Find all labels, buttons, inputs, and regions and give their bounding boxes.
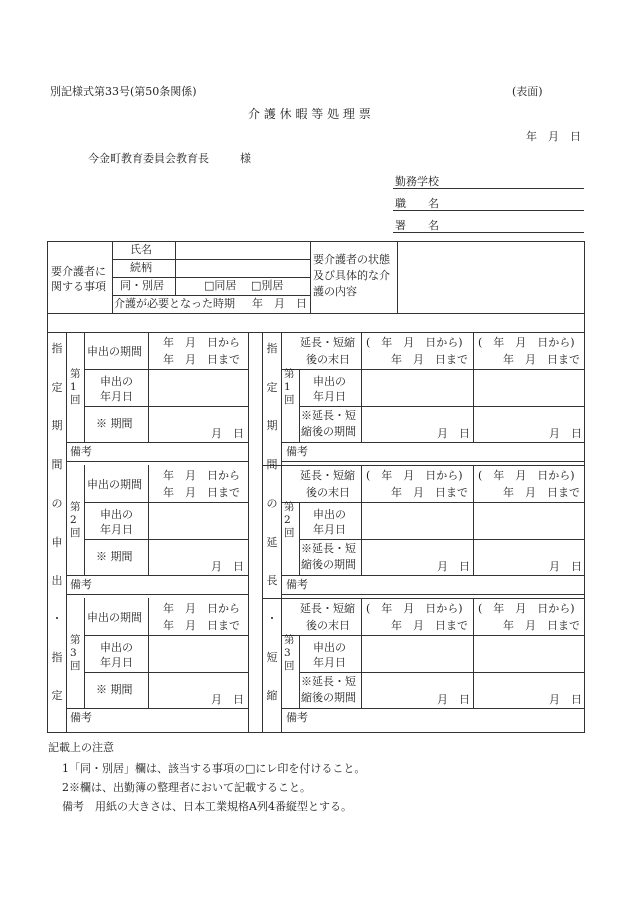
right-r2-round-char: 2	[284, 514, 291, 526]
needed-date: 年 月 日	[252, 297, 307, 310]
right-r2-date-2: 年月日	[313, 523, 346, 536]
left-r1-line-mark	[66, 442, 249, 443]
left-r1-vline-round	[84, 332, 85, 442]
left-r2-remarks: 備考	[70, 578, 92, 591]
right-vertical-label: 指 定 期 の 延 長 ・ 短 縮	[266, 342, 278, 702]
right-r3-from-a: ( 年 月 日から)	[366, 602, 463, 615]
left-r3-remarks: 備考	[70, 711, 92, 724]
left-r3-mark-period: ※ 期間	[96, 683, 133, 696]
right-r2-line-top	[262, 465, 585, 466]
right-r2-post-1: ※延長・短	[301, 542, 356, 555]
left-r1-date-2: 年月日	[100, 390, 133, 403]
side-label: (表面)	[512, 85, 543, 98]
right-r3-line-post	[281, 708, 585, 709]
right-r3-post-1: ※延長・短	[301, 675, 356, 688]
note-item-2: 2※欄は、出勤簿の整理者において記載すること。	[62, 781, 311, 794]
left-r1-line-period	[84, 369, 249, 370]
right-r3-md-a: 月 日	[437, 693, 470, 706]
right-r3-round-char: 3	[284, 647, 291, 659]
left-r1-date-1: 申出の	[100, 375, 133, 388]
left-r1-line-date	[84, 406, 249, 407]
left-r3-line-date	[84, 672, 249, 673]
post-label: 職 名	[395, 197, 439, 210]
right-r2-round-char: 第	[284, 501, 295, 513]
date-field: 年 月 日	[526, 130, 581, 143]
right-r2-round-char: 回	[284, 527, 295, 539]
right-r1-from-b: ( 年 月 日から)	[478, 336, 575, 349]
right-r2-vline-mid	[473, 465, 474, 575]
left-r3-round-char: 回	[70, 660, 81, 672]
relation-label: 続柄	[130, 261, 152, 274]
right-r1-vline-round	[299, 369, 300, 442]
honorific: 様	[240, 152, 251, 165]
left-r1-from: 年 月 日から	[163, 336, 240, 349]
left-r2-date-2: 年月日	[100, 523, 133, 536]
sign-label: 署 名	[395, 219, 439, 232]
right-r3-line-date	[299, 672, 585, 673]
left-r2-line-period	[84, 502, 249, 503]
right-r3-vline-mid	[473, 598, 474, 708]
right-r2-until-b: 年 月 日まで	[503, 486, 580, 499]
left-r1-round-char: 1	[70, 381, 77, 393]
note-item-3: 備考 用紙の大きさは、日本工業規格A列4番縦型とする。	[62, 800, 352, 813]
right-r3-round-char: 第	[284, 634, 295, 646]
right-r3-until-a: 年 月 日まで	[391, 619, 468, 632]
left-r3-vline-round	[84, 598, 85, 708]
note-item-1: 1「同・別居」欄は、該当する事項の□にレ印を付けること。	[62, 762, 366, 775]
sign-line	[393, 232, 584, 233]
form-title: 介 護 休 暇 等 処 理 票	[248, 107, 371, 121]
right-r3-line-top	[262, 598, 585, 599]
right-r1-ext-1: 延長・短縮	[300, 336, 355, 349]
right-r1-until-b: 年 月 日まで	[503, 353, 580, 366]
right-r2-until-a: 年 月 日まで	[391, 486, 468, 499]
left-r2-until: 年 月 日まで	[163, 486, 240, 499]
right-r1-post-2: 縮後の期間	[301, 425, 356, 438]
right-r2-from-a: ( 年 月 日から)	[366, 469, 463, 482]
left-r3-date-2: 年月日	[100, 656, 133, 669]
left-r3-period-label: 申出の期間	[87, 611, 142, 624]
left-r3-vline-label	[148, 598, 149, 708]
right-r2-vline-round	[299, 502, 300, 575]
left-r3-until: 年 月 日まで	[163, 619, 240, 632]
right-r1-line-date	[299, 406, 585, 407]
right-r1-line-top	[262, 332, 585, 333]
right-r1-round-char: 第	[284, 368, 295, 380]
right-r3-date-2: 年月日	[313, 656, 346, 669]
left-r3-round-char: 第	[70, 634, 81, 646]
left-r2-round-char: 第	[70, 501, 81, 513]
opt-apart[interactable]: □別居	[251, 279, 284, 292]
care-group-label-1: 要介護者に	[51, 265, 106, 278]
right-r1-until-a: 年 月 日まで	[391, 353, 468, 366]
left-r2-round-char: 回	[70, 527, 81, 539]
left-r2-vline-round	[84, 465, 85, 575]
right-r3-date-1: 申出の	[313, 641, 346, 654]
right-r1-round-char: 回	[284, 394, 295, 406]
right-r1-round-char: 1	[284, 381, 291, 393]
right-r1-line-remarks	[281, 461, 585, 462]
right-r2-line-ext	[281, 502, 585, 503]
right-r2-ext-2: 後の末日	[306, 486, 350, 499]
right-r2-ext-1: 延長・短縮	[300, 469, 355, 482]
right-r2-post-2: 縮後の期間	[301, 558, 356, 571]
right-r2-md-a: 月 日	[437, 560, 470, 573]
left-r2-line-remarks	[66, 594, 249, 595]
left-r1-mark-period: ※ 期間	[96, 417, 133, 430]
state-label-2: 及び具体的な介	[313, 269, 390, 282]
right-r2-line-remarks	[281, 594, 585, 595]
right-r3-round-char: 回	[284, 660, 295, 672]
left-r2-line-date	[84, 539, 249, 540]
left-r2-date-1: 申出の	[100, 508, 133, 521]
left-r2-round-char: 2	[70, 514, 77, 526]
right-r2-date-1: 申出の	[313, 508, 346, 521]
right-r3-from-b: ( 年 月 日から)	[478, 602, 575, 615]
living-label: 同・別居	[120, 279, 164, 292]
opt-together[interactable]: □同居	[204, 279, 237, 292]
right-r2-line-post	[281, 575, 585, 576]
post-line	[393, 210, 584, 211]
right-r3-until-b: 年 月 日まで	[503, 619, 580, 632]
left-r1-round-char: 回	[70, 394, 81, 406]
left-r3-line-mark	[66, 708, 249, 709]
right-r3-post-2: 縮後の期間	[301, 691, 356, 704]
left-r2-md: 月 日	[211, 560, 244, 573]
right-r3-vline-label	[361, 598, 362, 708]
right-r2-line-date	[299, 539, 585, 540]
left-vertical-label: 指 定 期 間 の 申 出 ・ 指 定	[51, 342, 63, 702]
left-r1-period-label: 申出の期間	[87, 345, 142, 358]
right-r2-remarks: 備考	[286, 578, 308, 591]
right-r2-md-b: 月 日	[549, 560, 582, 573]
right-r1-date-2: 年月日	[313, 390, 346, 403]
name-label: 氏名	[130, 243, 152, 256]
left-r3-date-1: 申出の	[100, 641, 133, 654]
care-group-label-2: 関する事項	[51, 280, 106, 293]
right-r1-md-b: 月 日	[549, 427, 582, 440]
form-number: 別記様式第33号(第50条関係)	[50, 85, 197, 98]
left-r3-from: 年 月 日から	[163, 602, 240, 615]
right-r1-post-1: ※延長・短	[301, 409, 356, 422]
left-r2-mark-period: ※ 期間	[96, 550, 133, 563]
right-r1-remarks: 備考	[286, 445, 308, 458]
left-r3-line-period	[84, 635, 249, 636]
right-r3-line-ext	[281, 635, 585, 636]
right-r3-ext-2: 後の末日	[306, 619, 350, 632]
left-r3-md: 月 日	[211, 693, 244, 706]
left-r2-vline-label	[148, 465, 149, 575]
left-r1-remarks: 備考	[70, 445, 92, 458]
left-r1-md: 月 日	[211, 427, 244, 440]
right-r1-vline-label	[361, 332, 362, 442]
right-r1-date-1: 申出の	[313, 375, 346, 388]
right-r1-from-a: ( 年 月 日から)	[366, 336, 463, 349]
state-label-1: 要介護者の状態	[313, 253, 390, 266]
right-r3-remarks: 備考	[286, 711, 308, 724]
right-r3-ext-1: 延長・短縮	[300, 602, 355, 615]
right-r3-md-b: 月 日	[549, 693, 582, 706]
school-line	[393, 188, 584, 189]
left-r2-line-mark	[66, 575, 249, 576]
left-r1-until: 年 月 日まで	[163, 353, 240, 366]
left-r2-from: 年 月 日から	[163, 469, 240, 482]
addressee: 今金町教育委員会教育長	[88, 152, 209, 165]
right-r3-vline-round	[299, 635, 300, 708]
left-r1-vline-label	[148, 332, 149, 442]
right-r2-vline-label	[361, 465, 362, 575]
left-r3-round-char: 3	[70, 647, 77, 659]
state-label-3: 護の内容	[313, 285, 357, 298]
notes-heading: 記載上の注意	[48, 741, 114, 754]
left-r1-round-char: 第	[70, 368, 81, 380]
right-r1-line-ext	[281, 369, 585, 370]
school-label: 勤務学校	[395, 175, 439, 188]
right-r1-vline-mid	[473, 332, 474, 442]
right-r1-ext-2: 後の末日	[306, 353, 350, 366]
right-r1-line-post	[281, 442, 585, 443]
left-r2-period-label: 申出の期間	[87, 478, 142, 491]
needed-time-label: 介護が必要となった時期	[114, 297, 235, 310]
right-r2-from-b: ( 年 月 日から)	[478, 469, 575, 482]
left-r1-line-remarks	[66, 461, 249, 462]
right-r1-md-a: 月 日	[437, 427, 470, 440]
